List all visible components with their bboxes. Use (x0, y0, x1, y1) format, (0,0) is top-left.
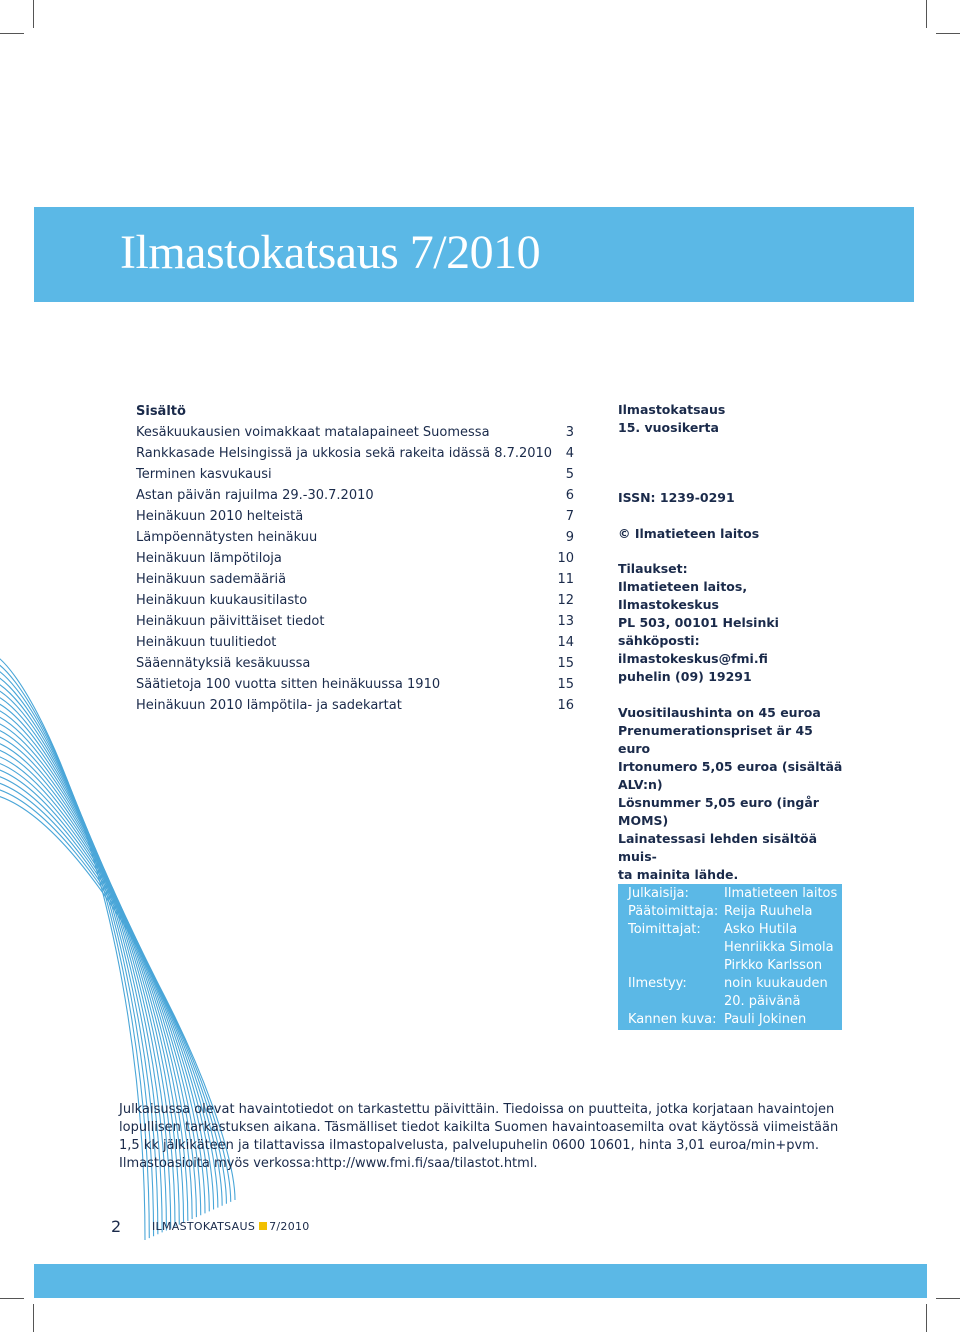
page-title: Ilmastokatsaus 7/2010 (120, 226, 541, 279)
toc-item-page: 7 (565, 509, 574, 524)
toc-item-label: Heinäkuun tuulitiedot (136, 635, 277, 650)
toc-item[interactable] (136, 548, 576, 569)
toc-item-page: 9 (565, 530, 574, 545)
editor-in-chief-label: Päätoimittaja: (628, 904, 719, 919)
published-value-cont: 20. päivänä (724, 994, 801, 1009)
single-price-fi-cont: ALV:n) (618, 777, 663, 792)
toc-item[interactable] (136, 506, 576, 527)
editor-name: Pirkko Karlsson (724, 958, 823, 973)
toc-item-label: Heinäkuun 2010 lämpötila- ja sadekartat (136, 698, 402, 713)
publisher-label: Julkaisija: (628, 886, 689, 901)
running-issue: 7/2010 (269, 1220, 310, 1233)
single-price-sv: Lösnummer 5,05 euro (ingår (618, 795, 819, 810)
toc-item[interactable] (136, 443, 576, 464)
single-price-sv-cont: MOMS) (618, 813, 669, 828)
toc-item-page: 16 (557, 698, 574, 713)
toc-item-label: Heinäkuun kuukausitilasto (136, 593, 308, 608)
editors-label: Toimittajat: (628, 922, 701, 937)
orders-phone: puhelin (09) 19291 (618, 669, 752, 684)
toc-item-label: Lämpöennätysten heinäkuu (136, 530, 318, 545)
toc-item-page: 3 (565, 425, 574, 440)
toc-item-page: 12 (557, 593, 574, 608)
toc-item[interactable] (136, 464, 576, 485)
orders-org: Ilmatieteen laitos, Ilmastokeskus (618, 579, 748, 612)
cover-photo-label: Kannen kuva: (628, 1012, 717, 1027)
publication-info (618, 401, 848, 884)
bottom-band (34, 1264, 927, 1298)
published-value: noin kuukauden (724, 976, 828, 991)
toc-item[interactable] (136, 674, 576, 695)
note-line: Julkaisussa olevat havaintotiedot on tarkastettu päivittäin. Tiedoissa on puutteita, jotka korjataan havaintojen (119, 1102, 835, 1117)
toc-item-page: 14 (557, 635, 574, 650)
toc-item-label: Heinäkuun päivittäiset tiedot (136, 614, 325, 629)
toc-item-label: Kesäkuukausien voimakkaat matalapaineet Suomessa (136, 425, 490, 440)
toc-item-page: 6 (565, 488, 574, 503)
toc-item[interactable] (136, 695, 576, 716)
yellow-square-icon (259, 1222, 267, 1230)
toc-item-page: 13 (557, 614, 574, 629)
toc-item[interactable] (136, 422, 576, 443)
price-sv: Prenumerationspriset är 45 euro (618, 723, 813, 756)
citation-note-cont: ta mainita lähde. (618, 867, 739, 882)
toc-item-page: 5 (565, 467, 574, 482)
note-line[interactable]: Ilmastoasioita myös verkossa:http://www.fmi.fi/saa/tilastot.html. (119, 1156, 538, 1171)
toc-item-page: 11 (557, 572, 574, 587)
note-line: lopullisen tarkastuksen aikana. Täsmälliset tiedot kaikilta Suomen havaintoasemilta ovat käytössä viimeistään (119, 1120, 839, 1135)
toc-item-page: 15 (557, 656, 574, 671)
orders-address: PL 503, 00101 Helsinki (618, 615, 779, 630)
editor-in-chief-value: Reija Ruuhela (724, 904, 813, 919)
toc-item-label: Sääennätyksiä kesäkuussa (136, 656, 311, 671)
toc-item-label: Rankkasade Helsingissä ja ukkosia sekä rakeita idässä 8.7.2010 (136, 446, 553, 461)
staff-box (618, 884, 842, 1030)
toc-item[interactable] (136, 527, 576, 548)
toc-item-page: 15 (557, 677, 574, 692)
page-number: 2 (111, 1217, 122, 1236)
data-note (119, 1101, 849, 1173)
copyright: © Ilmatieteen laitos (618, 526, 760, 541)
toc-item-page: 4 (565, 446, 574, 461)
publication-name: Ilmastokatsaus (618, 402, 726, 417)
table-of-contents (136, 401, 576, 716)
running-footer (152, 1220, 310, 1233)
citation-note: Lainatessasi lehden sisältöä muis- (618, 831, 818, 864)
toc-item-label: Heinäkuun lämpötiloja (136, 551, 282, 566)
editor-name: Henriikka Simola (724, 940, 834, 955)
publisher-value: Ilmatieteen laitos (724, 886, 838, 901)
toc-item[interactable] (136, 632, 576, 653)
note-line: 1,5 kk jälkikäteen ja tilattavissa ilmastopalvelusta, palvelupuhelin 0600 10601, hinta 3,01 euroa/min+pvm. (119, 1138, 819, 1153)
toc-item-label: Heinäkuun sademääriä (136, 572, 287, 587)
toc-item[interactable] (136, 611, 576, 632)
price-fi: Vuositilaushinta on 45 euroa (618, 705, 821, 720)
toc-item-label: Terminen kasvukausi (136, 467, 272, 482)
toc-item[interactable] (136, 653, 576, 674)
published-label: Ilmestyy: (628, 976, 687, 991)
single-price-fi: Irtonumero 5,05 euroa (sisältää (618, 759, 843, 774)
editor-name: Asko Hutila (724, 922, 798, 937)
toc-item-label: Heinäkuun 2010 helteistä (136, 509, 304, 524)
orders-label: Tilaukset: (618, 561, 688, 576)
publication-volume: 15. vuosikerta (618, 420, 719, 435)
orders-email[interactable]: sähköposti: ilmastokeskus@fmi.fi (618, 633, 768, 666)
cover-photo-value: Pauli Jokinen (724, 1012, 807, 1027)
toc-item-label: Säätietoja 100 vuotta sitten heinäkuussa 1910 (136, 677, 441, 692)
toc-item-page: 10 (557, 551, 574, 566)
running-title: ILMASTOKATSAUS (152, 1220, 256, 1233)
toc-item[interactable] (136, 590, 576, 611)
toc-item[interactable] (136, 569, 576, 590)
issn: ISSN: 1239-0291 (618, 490, 735, 505)
toc-item-label: Astan päivän rajuilma 29.-30.7.2010 (136, 488, 374, 503)
toc-item[interactable] (136, 485, 576, 506)
toc-heading: Sisältö (136, 404, 186, 419)
